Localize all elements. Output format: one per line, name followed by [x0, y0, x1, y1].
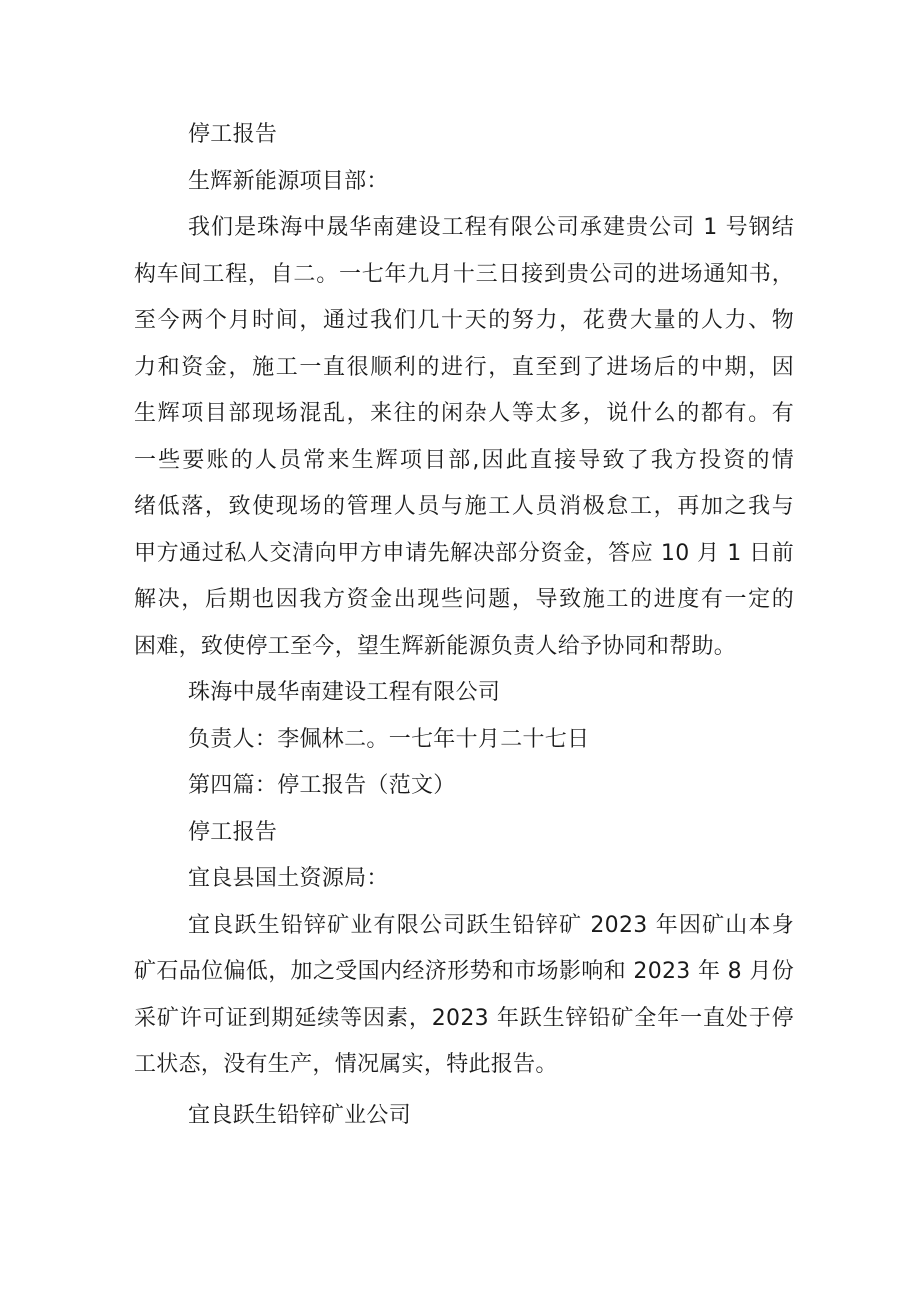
paragraph-line — [134, 996, 794, 1043]
paragraph-line — [134, 484, 794, 531]
signature-person-line — [134, 717, 794, 764]
paragraph-line — [134, 252, 794, 299]
paragraph-text: 采矿许可证到期延续等因素，2023 年跃生锌铅矿全年一直处于停 — [134, 1005, 794, 1031]
paragraph-line — [134, 1042, 794, 1089]
paragraph-line — [134, 298, 794, 345]
section-heading-line — [134, 763, 794, 810]
paragraph-line — [134, 205, 794, 252]
paragraph-text: 我们是珠海中晟华南建设工程有限公司承建贵公司 1 号钢结 — [188, 215, 794, 240]
paragraph-text: 至今两个月时间，通过我们几十天的努力，花费大量的人力、物 — [134, 308, 794, 333]
signature-company-line — [134, 670, 794, 717]
signature-person-text: 负责人：李佩林二。一七年十月二十七日 — [188, 726, 590, 752]
paragraph-text: 绪低落，致使现场的管理人员与施工人员消极怠工，再加之我与 — [134, 494, 794, 519]
title-text: 停工报告 — [188, 819, 278, 845]
paragraph-line — [134, 531, 794, 578]
signature-company-text: 宜良跃生铅锌矿业公司 — [188, 1102, 412, 1128]
title-text: 停工报告 — [188, 122, 278, 147]
title-line — [134, 112, 794, 159]
signature-company-line — [134, 1093, 794, 1140]
paragraph-text: 一些要账的人员常来生辉项目部,因此直接导致了我方投资的情 — [134, 447, 794, 473]
paragraph-text: 矿石品位偏低，加之受国内经济形势和市场影响和 2023 年 8 月份 — [134, 959, 794, 984]
paragraph-text: 甲方通过私人交清向甲方申请先解决部分资金，答应 10 月 1 日前 — [134, 540, 794, 566]
paragraph-text: 解决，后期也因我方资金出现些问题，导致施工的进度有一定的 — [134, 587, 794, 612]
paragraph-line — [134, 624, 794, 671]
paragraph-line — [134, 903, 794, 950]
salutation-line — [134, 856, 794, 903]
paragraph-line — [134, 345, 794, 392]
paragraph-line — [134, 391, 794, 438]
document-body — [134, 112, 794, 1139]
paragraph-line — [134, 577, 794, 624]
title-line — [134, 810, 794, 857]
salutation-text: 生辉新能源项目部： — [188, 168, 389, 194]
paragraph-line — [134, 949, 794, 996]
paragraph-line — [134, 438, 794, 485]
paragraph-text: 困难，致使停工至今，望生辉新能源负责人给予协同和帮助。 — [134, 633, 737, 659]
signature-company-text: 珠海中晟华南建设工程有限公司 — [188, 680, 501, 705]
paragraph-text: 生辉项目部现场混乱，来往的闲杂人等太多，说什么的都有。有 — [134, 401, 794, 426]
salutation-text: 宜良县国土资源局： — [188, 866, 389, 891]
paragraph-text: 构车间工程，自二。一七年九月十三日接到贵公司的进场通知书， — [134, 261, 794, 287]
section-heading-text: 第四篇：停工报告（范文） — [188, 773, 456, 798]
salutation-line — [134, 159, 794, 206]
paragraph-text: 力和资金，施工一直很顺利的进行，直至到了进场后的中期，因 — [134, 354, 794, 380]
paragraph-text: 宜良跃生铅锌矿业有限公司跃生铅锌矿 2023 年因矿山本身 — [188, 912, 794, 938]
paragraph-text: 工状态，没有生产，情况属实，特此报告。 — [134, 1052, 558, 1077]
